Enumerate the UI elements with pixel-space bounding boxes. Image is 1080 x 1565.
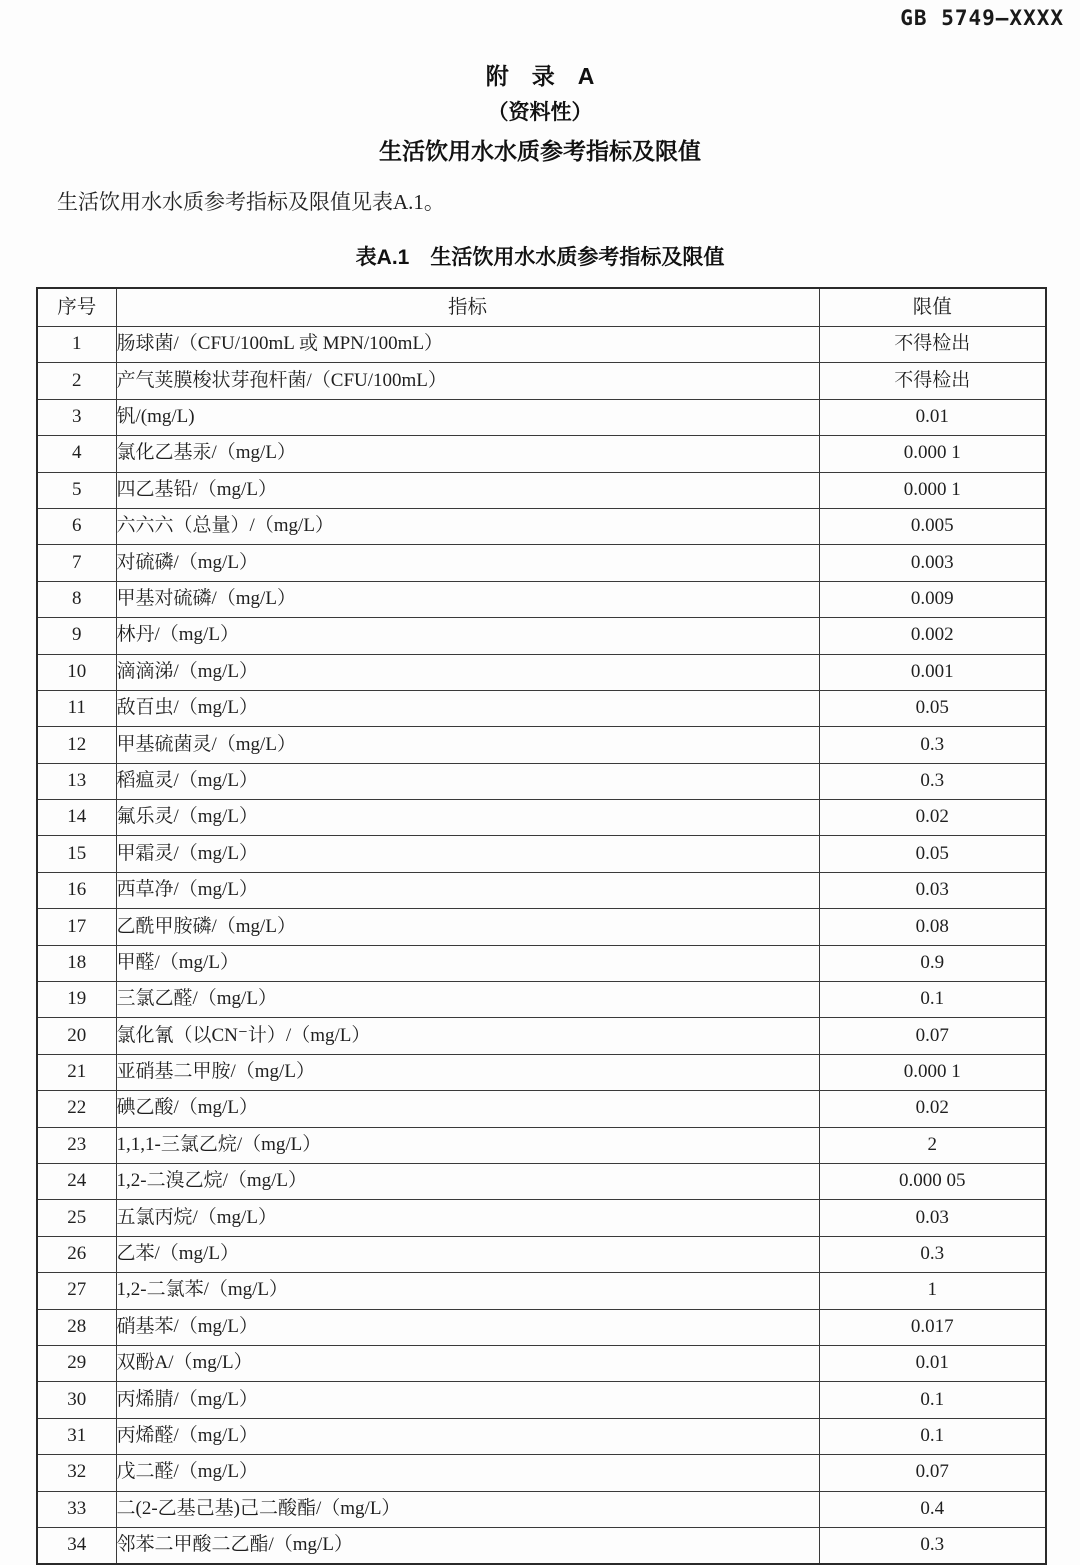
table-row (37, 763, 1046, 799)
row-indicator: 氯化乙基汞/（mg/L） (116, 436, 819, 472)
row-indicator: 甲霜灵/（mg/L） (116, 836, 819, 872)
row-indicator: 丙烯醛/（mg/L） (116, 1418, 819, 1454)
row-indicator: 三氯乙醛/（mg/L） (116, 982, 819, 1018)
table-row (37, 1163, 1046, 1199)
row-number: 34 (37, 1527, 116, 1564)
row-indicator: 碘乙酸/（mg/L） (116, 1091, 819, 1127)
row-indicator: 稻瘟灵/（mg/L） (116, 763, 819, 799)
row-limit: 0.000 05 (819, 1163, 1046, 1199)
table-row (37, 982, 1046, 1018)
row-limit: 0.002 (819, 618, 1046, 654)
row-limit: 0.000 1 (819, 436, 1046, 472)
row-limit: 不得检出 (819, 327, 1046, 363)
table-row (37, 727, 1046, 763)
row-limit: 1 (819, 1273, 1046, 1309)
row-indicator: 敌百虫/（mg/L） (116, 690, 819, 726)
row-number: 4 (37, 436, 116, 472)
table-row (37, 836, 1046, 872)
row-indicator: 甲基硫菌灵/（mg/L） (116, 727, 819, 763)
row-indicator: 对硫磷/（mg/L） (116, 545, 819, 581)
row-number: 11 (37, 690, 116, 726)
row-limit: 0.1 (819, 982, 1046, 1018)
row-limit: 0.3 (819, 1527, 1046, 1564)
row-number: 12 (37, 727, 116, 763)
row-limit: 0.08 (819, 909, 1046, 945)
row-number: 17 (37, 909, 116, 945)
row-number: 32 (37, 1455, 116, 1491)
row-indicator: 双酚A/（mg/L） (116, 1345, 819, 1381)
row-indicator: 肠球菌/（CFU/100mL 或 MPN/100mL） (116, 327, 819, 363)
row-limit: 0.05 (819, 690, 1046, 726)
row-limit: 0.3 (819, 763, 1046, 799)
appendix-note: （资料性） (487, 101, 593, 124)
row-number: 14 (37, 800, 116, 836)
row-indicator: 邻苯二甲酸二乙酯/（mg/L） (116, 1527, 819, 1564)
row-number: 24 (37, 1163, 116, 1199)
row-limit: 0.02 (819, 1091, 1046, 1127)
row-number: 29 (37, 1345, 116, 1381)
row-number: 15 (37, 836, 116, 872)
row-indicator: 硝基苯/（mg/L） (116, 1309, 819, 1345)
table-row (37, 327, 1046, 363)
column-header-number: 序号 (37, 288, 116, 327)
row-number: 33 (37, 1491, 116, 1527)
table-row (37, 545, 1046, 581)
water-quality-table (36, 287, 1047, 1565)
row-number: 2 (37, 363, 116, 399)
table-row (37, 1200, 1046, 1236)
row-limit: 0.01 (819, 399, 1046, 435)
table-row (37, 508, 1046, 544)
row-indicator: 滴滴涕/（mg/L） (116, 654, 819, 690)
row-number: 31 (37, 1418, 116, 1454)
row-limit: 0.05 (819, 836, 1046, 872)
table-body (37, 327, 1046, 1565)
table-row (37, 1054, 1046, 1090)
row-indicator: 二(2-乙基己基)己二酸酯/（mg/L） (116, 1491, 819, 1527)
table-row (37, 1309, 1046, 1345)
row-limit: 0.4 (819, 1491, 1046, 1527)
row-number: 13 (37, 763, 116, 799)
table-row (37, 1127, 1046, 1163)
table-header-row (37, 288, 1046, 327)
row-indicator: 1,2-二氯苯/（mg/L） (116, 1273, 819, 1309)
table-caption: 表A.1 生活饮用水水质参考指标及限值 (355, 246, 725, 269)
row-indicator: 1,2-二溴乙烷/（mg/L） (116, 1163, 819, 1199)
table-row (37, 1091, 1046, 1127)
row-indicator: 钒/(mg/L) (116, 399, 819, 435)
row-number: 1 (37, 327, 116, 363)
row-number: 19 (37, 982, 116, 1018)
row-number: 7 (37, 545, 116, 581)
row-limit: 0.1 (819, 1418, 1046, 1454)
table-row (37, 872, 1046, 908)
row-number: 23 (37, 1127, 116, 1163)
row-number: 10 (37, 654, 116, 690)
row-indicator: 乙苯/（mg/L） (116, 1236, 819, 1272)
row-indicator: 乙酰甲胺磷/（mg/L） (116, 909, 819, 945)
row-indicator: 丙烯腈/（mg/L） (116, 1382, 819, 1418)
table-row (37, 399, 1046, 435)
row-number: 26 (37, 1236, 116, 1272)
row-indicator: 五氯丙烷/（mg/L） (116, 1200, 819, 1236)
table-row (37, 800, 1046, 836)
table-row (37, 1273, 1046, 1309)
row-indicator: 亚硝基二甲胺/（mg/L） (116, 1054, 819, 1090)
row-indicator: 产气荚膜梭状芽孢杆菌/（CFU/100mL） (116, 363, 819, 399)
table-row (37, 363, 1046, 399)
table-row (37, 618, 1046, 654)
row-indicator: 1,1,1-三氯乙烷/（mg/L） (116, 1127, 819, 1163)
row-number: 18 (37, 945, 116, 981)
row-indicator: 氟乐灵/（mg/L） (116, 800, 819, 836)
table-row (37, 1491, 1046, 1527)
table-row (37, 1527, 1046, 1564)
row-indicator: 甲醛/（mg/L） (116, 945, 819, 981)
table-row (37, 654, 1046, 690)
row-indicator: 甲基对硫磷/（mg/L） (116, 581, 819, 617)
row-limit: 不得检出 (819, 363, 1046, 399)
table-row (37, 436, 1046, 472)
row-indicator: 林丹/（mg/L） (116, 618, 819, 654)
table-row (37, 690, 1046, 726)
row-limit: 0.01 (819, 1345, 1046, 1381)
appendix-title: 附 录 A (485, 63, 595, 89)
intro-paragraph: 生活饮用水水质参考指标及限值见表A.1。 (57, 190, 445, 214)
table-row (37, 1345, 1046, 1381)
row-limit: 0.07 (819, 1018, 1046, 1054)
row-number: 20 (37, 1018, 116, 1054)
column-header-limit: 限值 (819, 288, 1046, 327)
row-limit: 0.03 (819, 872, 1046, 908)
row-limit: 0.003 (819, 545, 1046, 581)
table-row (37, 1455, 1046, 1491)
row-number: 3 (37, 399, 116, 435)
table-row (37, 581, 1046, 617)
row-number: 21 (37, 1054, 116, 1090)
row-limit: 0.3 (819, 727, 1046, 763)
table-row (37, 945, 1046, 981)
row-limit: 0.001 (819, 654, 1046, 690)
row-number: 27 (37, 1273, 116, 1309)
row-limit: 0.1 (819, 1382, 1046, 1418)
table-header (37, 288, 1046, 327)
row-limit: 2 (819, 1127, 1046, 1163)
row-number: 30 (37, 1382, 116, 1418)
row-limit: 0.03 (819, 1200, 1046, 1236)
row-limit: 0.000 1 (819, 472, 1046, 508)
row-limit: 0.02 (819, 800, 1046, 836)
row-limit: 0.009 (819, 581, 1046, 617)
row-number: 28 (37, 1309, 116, 1345)
row-number: 5 (37, 472, 116, 508)
row-number: 6 (37, 508, 116, 544)
row-number: 25 (37, 1200, 116, 1236)
row-number: 16 (37, 872, 116, 908)
standard-number: GB 5749—XXXX (900, 6, 1064, 30)
table-row (37, 1382, 1046, 1418)
appendix-heading: 生活饮用水水质参考指标及限值 (379, 138, 701, 164)
row-limit: 0.017 (819, 1309, 1046, 1345)
table-row (37, 1018, 1046, 1054)
row-limit: 0.07 (819, 1455, 1046, 1491)
row-number: 8 (37, 581, 116, 617)
row-limit: 0.005 (819, 508, 1046, 544)
column-header-indicator: 指标 (116, 288, 819, 327)
row-indicator: 西草净/（mg/L） (116, 872, 819, 908)
table-row (37, 909, 1046, 945)
row-indicator: 氯化氰（以CN⁻计）/（mg/L） (116, 1018, 819, 1054)
row-indicator: 戊二醛/（mg/L） (116, 1455, 819, 1491)
row-indicator: 四乙基铅/（mg/L） (116, 472, 819, 508)
row-number: 22 (37, 1091, 116, 1127)
table-row (37, 472, 1046, 508)
table-row (37, 1418, 1046, 1454)
row-number: 9 (37, 618, 116, 654)
row-indicator: 六六六（总量）/（mg/L） (116, 508, 819, 544)
table-row (37, 1236, 1046, 1272)
row-limit: 0.000 1 (819, 1054, 1046, 1090)
row-limit: 0.9 (819, 945, 1046, 981)
row-limit: 0.3 (819, 1236, 1046, 1272)
